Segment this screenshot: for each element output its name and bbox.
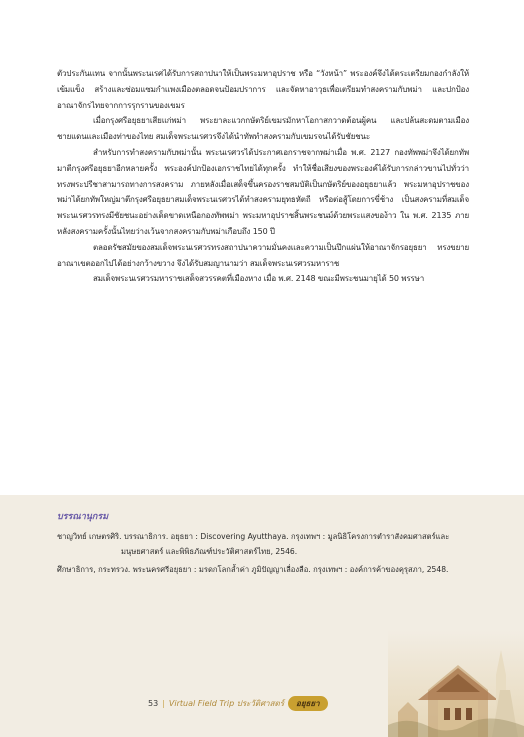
body-text [57,66,469,287]
paragraph: ตัวประกันแทน จากนั้นพระนเรศได้รับการสถาปนาให้เป็นพระมหาอุปราช หรือ “วังหน้า” พระองค์จึงได้ตระเตรียมกองกำลังให้เข้มแข็ง สร้างและซ่อมแซมกำแพงเมืองตลอดจนป้อมปราการ และจัดหาอาวุธเพื่อเตรียมทำสงครามกับพม่า และปกป้องอาณาจักรไทยจากการรุกรานของเขมร [57,69,469,110]
footer-separator: | [162,698,165,708]
bibliography-title: บรรณานุกรม [57,512,109,522]
paragraph: สมเด็จพระนเรศวรมหาราชเสด็จสวรรคตที่เมืองหาง เมื่อ พ.ศ. 2148 ขณะมีพระชนมายุได้ 50 พรรษา [93,274,425,284]
paragraph: เมื่อกรุงศรีอยุธยาเสียแก่พม่า พระยาละแวกกษัตริย์เขมรมักหาโอกาสกวาดต้อนผู้คน และปล้นสะดมตามเมืองชายแดนและเมืองท่าของไทย สมเด็จพระนเรศวรจึงได้นำทัพทำสงครามกับเขมรจนได้รับชัยชนะ [57,116,469,142]
series-title: Virtual Field Trip ประวัติศาสตร์ [168,698,285,708]
bibliography-list [57,530,473,582]
temple-illustration [388,630,524,737]
city-badge: อยุธยา [288,696,328,711]
page-footer [148,695,328,711]
paragraph: สำหรับการทำสงครามกับพม่านั้น พระนเรศวรได้ประกาศเอกราชจากพม่าเมื่อ พ.ศ. 2127 กองทัพพม่าจึงได้ยกทัพมาตีกรุงศรีอยุธยาอีกหลายครั้ง พระองค์ปกป้องเอกราชไทยได้ทุกครั้ง ทำให้ชื่อเสียงของพระองค์ได้รับการกล่าวขานไปทั่วว่าทรงพระปรีชาสามารถทางการสงคราม ภายหลังเมื่อเสด็จขึ้นครองราชสมบัติเป็นกษัตริย์ของอยุธยาแล้ว พระมหาอุปราชของพม่าได้ยกทัพใหญ่มาตีกรุงศรีอยุธยาสมเด็จพระนเรศวรได้ทำสงครามยุทธหัตถี หรือต่อสู้โดยการขี่ช้าง เป็นสงครามที่สมเด็จพระนเรศวรทรงมีชัยชนะอย่างเด็ดขาดเหนือกองทัพพม่า พระมหาอุปราชสิ้นพระชนม์ด้วยพระแสงของ้าว ใน พ.ศ. 2135 ภายหลังสงครามครั้งนั้นไทยว่างเว้นจากสงครามกับพม่าเกือบถึง 150 ปี [57,147,469,236]
bibliography-entry: ชาญวิทย์ เกษตรศิริ. บรรณาธิการ. อยุธยา : Discovering Ayutthaya. กรุงเทพฯ : มูลนิธิโครงการตำราสังคมศาสตร์และมนุษยศาสตร์ และพิพิธภัณฑ์ประวัติศาสตร์ไทย, 2546. [57,532,450,556]
page-number: 53 [148,698,159,708]
bibliography-entry: ศึกษาธิการ, กระทรวง. พระนครศรีอยุธยา : มรดกโลกล้ำค่า ภูมิปัญญาเลื่องลือ. กรุงเทพฯ : องค์การค้าของคุรุสภา, 2548. [57,565,449,574]
paragraph: ตลอดรัชสมัยของสมเด็จพระนเรศวรทรงสถาปนาความมั่นคงและความเป็นปึกแผ่นให้อาณาจักรอยุธยา ทรงขยายอาณาเขตออกไปได้อย่างกว้างขวาง จึงได้รับสมญานามว่า สมเด็จพระนเรศวรมหาราช [57,242,469,268]
